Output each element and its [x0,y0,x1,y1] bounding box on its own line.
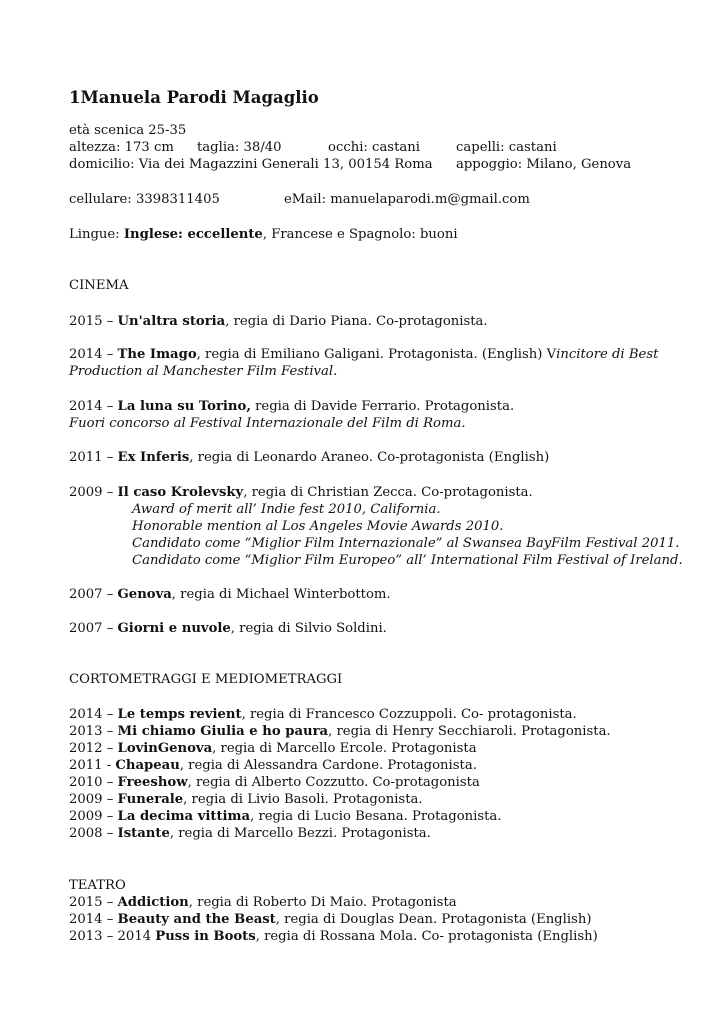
list-item: 2013 – Mi chiamo Giulia e ho paura, regia di Henry Secchiaroli. Protagonista. [69,724,611,739]
list-item: 2012 – LovinGenova, regia di Marcello Ercole. Protagonista [69,741,477,756]
award-line: Candidato come “Miglior Film Europeo” all’ International Film Festival of Ireland. [132,553,683,568]
award-line: Honorable mention al Los Angeles Movie Awards 2010. [132,519,504,534]
cellulare: cellulare: 3398311405 [69,192,220,207]
domicilio-row [69,156,669,173]
list-item: 2014 – Beauty and the Beast, regia di Douglas Dean. Protagonista (English) [69,912,592,927]
appoggio: appoggio: Milano, Genova [456,157,632,172]
capelli: capelli: castani [456,140,557,155]
award-line: Award of merit all’ Indie fest 2010, California. [132,502,441,517]
list-item: 2007 – Giorni e nuvole, regia di Silvio Soldini. [69,621,387,636]
list-item: 2008 – Istante, regia di Marcello Bezzi. Protagonista. [69,826,431,841]
email: eMail: manuelaparodi.m@gmail.com [284,192,530,207]
award-line: Candidato come “Miglior Film Internazionale” al Swansea BayFilm Festival 2011. [132,536,680,551]
list-item: 2015 – Addiction, regia di Roberto Di Maio. Protagonista [69,895,457,910]
name-title: 1Manuela Parodi Magaglio [69,88,319,107]
list-item: 2011 – Ex Inferis, regia di Leonardo Araneo. Co-protagonista (English) [69,450,550,465]
list-item: 2009 – La decima vittima, regia di Lucio Besana. Protagonista. [69,809,502,824]
domicilio: domicilio: Via dei Magazzini Generali 13, 00154 Roma [69,157,433,172]
list-item: 2015 – Un'altra storia, regia di Dario Piana. Co-protagonista. [69,314,488,329]
lingue: Lingue: Inglese: eccellente, Francese e Spagnolo: buoni [69,227,458,242]
altezza: altezza: 173 cm [69,140,174,155]
contact-row [69,191,669,208]
list-item: 2013 – 2014 Puss in Boots, regia di Rossana Mola. Co- protagonista (English) [69,929,598,944]
list-item: 2014 – La luna su Torino, regia di Davide Ferrario. Protagonista. [69,399,515,414]
list-item: 2009 – Funerale, regia di Livio Basoli. Protagonista. [69,792,423,807]
section-heading-teatro: TEATRO [69,878,126,893]
list-item: 2007 – Genova, regia di Michael Winterbottom. [69,587,391,602]
list-item-continuation: Production al Manchester Film Festival. [69,364,338,379]
list-item-continuation: Fuori concorso al Festival Internazionale del Film di Roma. [69,416,466,431]
eta-scenica: età scenica 25-35 [69,123,187,138]
stats-row [69,139,669,156]
list-item: 2009 – Il caso Krolevsky, regia di Christian Zecca. Co-protagonista. [69,485,533,500]
section-heading-cinema: CINEMA [69,278,129,293]
taglia: taglia: 38/40 [197,140,282,155]
list-item: 2014 – The Imago, regia di Emiliano Galigani. Protagonista. (English) Vincitore di Best [69,347,659,362]
list-item: 2011 - Chapeau, regia di Alessandra Cardone. Protagonista. [69,758,477,773]
section-heading-cortometraggi: CORTOMETRAGGI E MEDIOMETRAGGI [69,672,343,687]
list-item: 2014 – Le temps revient, regia di Francesco Cozzuppoli. Co- protagonista. [69,707,577,722]
occhi: occhi: castani [328,140,420,155]
list-item: 2010 – Freeshow, regia di Alberto Cozzutto. Co-protagonista [69,775,480,790]
